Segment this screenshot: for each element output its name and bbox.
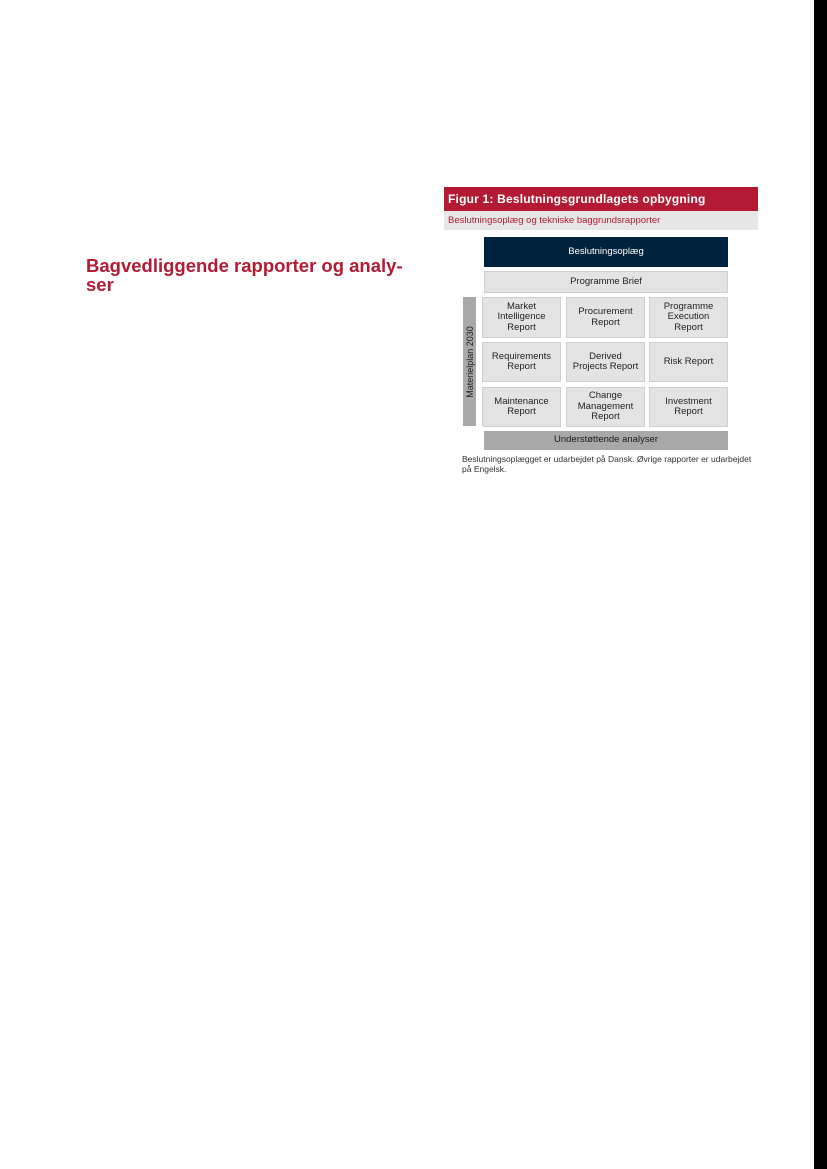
- grid-cell-risk: [649, 342, 728, 382]
- figure-footnote: Beslutningsoplægget er udarbejdet på Dansk. Øvrige rapporter er udarbejdet på Engelsk.: [462, 454, 752, 474]
- figure-title: Figur 1: Beslutningsgrundlagets opbygning: [444, 187, 758, 211]
- grid-cell-maintenance: [482, 387, 561, 427]
- grid-cell-label: Derived Projects Report: [572, 350, 639, 372]
- materielplan-side-label: [463, 297, 476, 426]
- grid-cell-programme-execution: [649, 297, 728, 338]
- grid-cell-requirements: [482, 342, 561, 382]
- grid-cell-procurement: [566, 297, 645, 338]
- grid-cell-market-intelligence: [482, 297, 561, 338]
- grid-cell-label: Change Management Report: [577, 390, 634, 423]
- figure-subtitle: Beslutningsoplæg og tekniske baggrundsrapporter: [444, 211, 758, 230]
- supporting-analyses-box: [484, 431, 728, 450]
- materielplan-side-text: Materielplan 2030: [464, 325, 475, 398]
- grid-cell-change-management: [566, 387, 645, 427]
- grid-cell-label: Programme Execution Report: [663, 300, 714, 333]
- grid-cell-label: Maintenance Report: [494, 395, 549, 417]
- programme-brief-label: Programme Brief: [570, 275, 642, 287]
- grid-cell-label: Requirements Report: [491, 350, 552, 372]
- decision-brief-box: [484, 237, 728, 267]
- section-heading-text: Bagvedliggende rapporter og analy- ser: [86, 255, 403, 295]
- grid-cell-investment: [649, 387, 728, 427]
- programme-brief-box: [484, 271, 728, 293]
- grid-cell-label: Risk Report: [663, 355, 714, 367]
- grid-cell-derived-projects: [566, 342, 645, 382]
- decision-brief-label: Beslutningsoplæg: [568, 245, 644, 257]
- grid-cell-label: Investment Report: [665, 395, 712, 417]
- grid-cell-label: Procurement Report: [578, 306, 633, 328]
- page-margin-bar: [814, 0, 827, 1169]
- section-heading: [86, 256, 406, 294]
- supporting-analyses-label: Understøttende analyser: [553, 434, 659, 446]
- grid-cell-label: Market Intelligence Report: [497, 300, 546, 333]
